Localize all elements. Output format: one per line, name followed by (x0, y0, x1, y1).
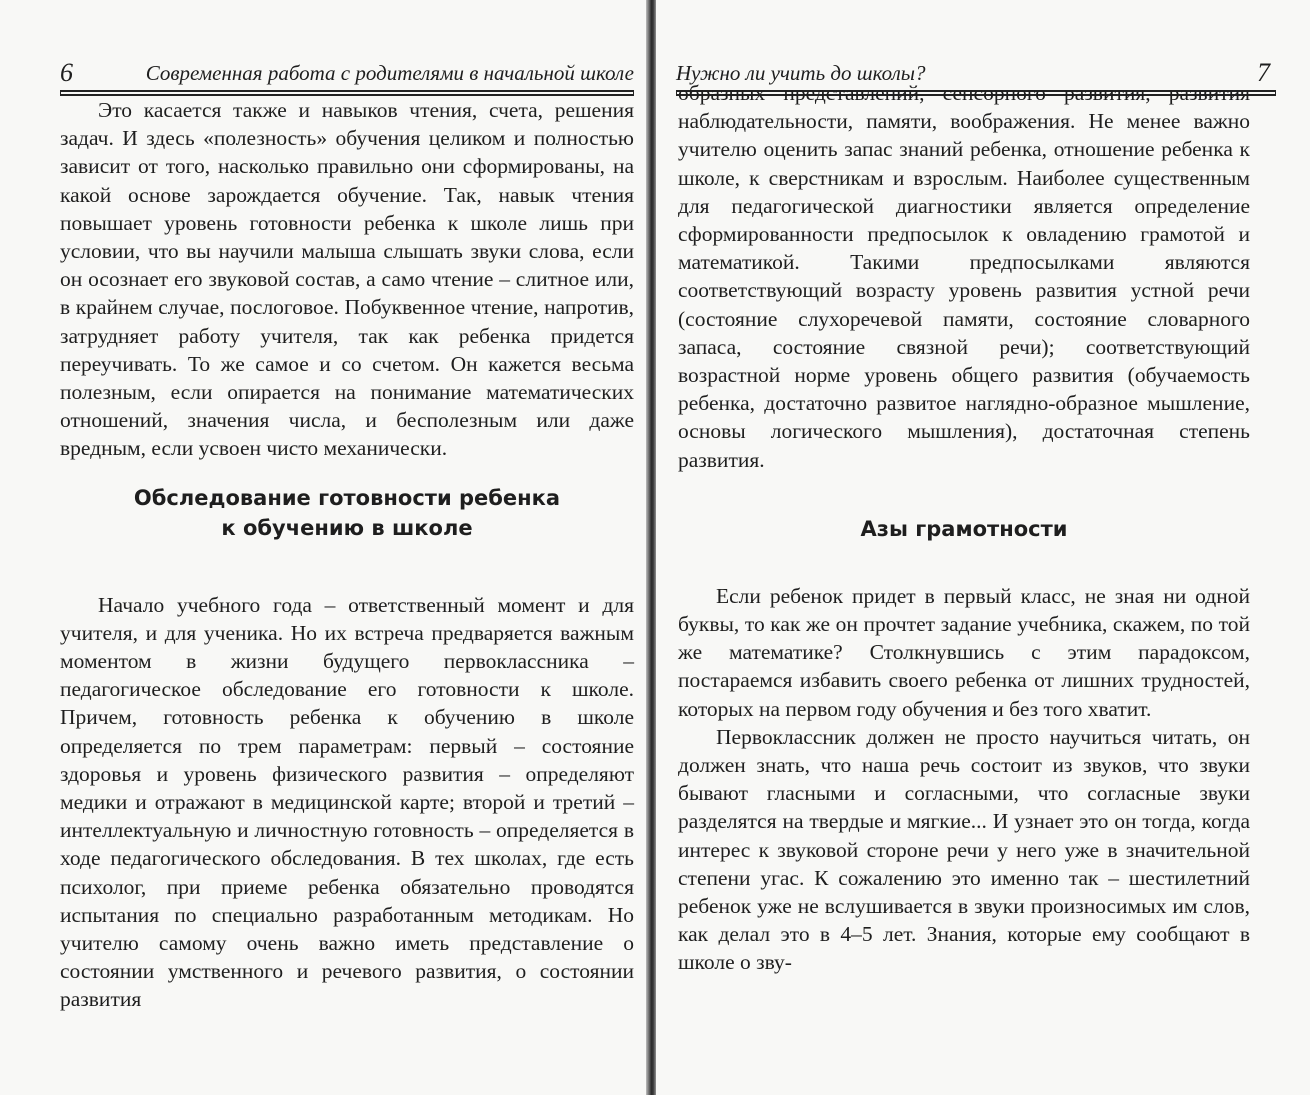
right-paragraph-3: Первоклассник должен не просто научиться читать, он должен знать, что наша речь состоит из звуков, что звуки бывают гласными и согласными, что согласные звуки разделятся на твердые и мягкие... И узнает это он тогда, когда интерес к звуковой стороне речи у него уже в значительной степени угас. К сожалению это именно так – шестилетний ребенок уже не вслушивается в звуки произносимых им слов, как делал это в 4–5 лет. Знания, которые ему сообщают в школе о зву- (678, 724, 1250, 975)
section-heading-readiness (60, 483, 634, 543)
right-paragraph-2: Если ребенок придет в первый класс, не зная ни одной буквы, то как же он прочтет задание учебника, скажем, по той же математике? Столкнувшись с этим парадоксом, постараемся избавить своего ребенка от лишних трудностей, которых на первом году обучения и без того хватит. (678, 583, 1250, 721)
left-page-number: 6 (60, 58, 73, 87)
right-page-number: 7 (1257, 58, 1270, 87)
section-heading-literacy: Азы грамотности (860, 516, 1068, 541)
right-page (656, 0, 1310, 1095)
left-page (0, 0, 648, 1095)
left-paragraph-1: Это касается также и навыков чтения, счета, решения задач. И здесь «полезность» обучения целиком и полностью зависит от того, насколько правильно они сформированы, на какой основе зарождается обучение. Так, навык чтения повышает уровень готовности ребенка к школе лишь при условии, что вы научили малыша слышать звуки слова, если он осознает его звуковой состав, а само чтение – слитное или, в крайнем случае, послоговое. Побуквенное чтение, напротив, затрудняет работу учителя, так как ребенка придется переучивать. То же самое и со счетом. Он кажется весьма полезным, если опирается на понимание математических отношений, значения числа, и бесполезным или даже вредным, если усвоен чисто механически. (60, 98, 634, 461)
section-heading-line-1: Обследование готовности ребенка (133, 485, 561, 510)
left-page-header (60, 54, 634, 92)
right-paragraph-1: образных представлений, сенсорного развития, развития наблюдательности, памяти, воображения. Не менее важно учителю оценить запас знаний ребенка, отношение ребенка к школе, к сверстникам и взрослым. Наиболее существенным для педагогической диагностики является определение сформированности предпосылок к овладению грамотой и математикой. Такими предпосылками являются соответствующий возрасту уровень развития устной речи (состояние слухоречевой памяти, состояние словарного запаса, состояние связной речи); соответствующий возрастной норме уровень общего развития (обучаемость ребенка, достаточно развитое наглядно-образное мышление, основы логического мышления), достаточная степень развития. (678, 81, 1250, 472)
right-page-body (678, 79, 1250, 977)
left-running-head: Современная работа с родителями в начальной школе (145, 61, 634, 85)
left-page-body (60, 96, 634, 1014)
section-heading-line-2: к обучению в школе (221, 515, 473, 540)
right-running-head: Нужно ли учить до школы? (676, 61, 926, 85)
left-paragraph-2: Начало учебного года – ответственный момент и для учителя, и для ученика. Но их встреча предваряется важным моментом в жизни будущего первоклассника – педагогическое обследование его готовности к школе. Причем, готовность ребенка к обучению в школе определяется по трем параметрам: первый – состояние здоровья и уровень физического развития – определяют медики и отражают в медицинской карте; второй и третий – интеллектуальную и личностную готовность – определяется в ходе педагогического обследования. В тех школах, где есть психолог, при приеме ребенка обязательно проводятся испытания по специально разработанным методикам. Но учителю самому очень важно иметь представление о состоянии умственного и речевого развития, о состоянии развития (60, 592, 634, 1012)
